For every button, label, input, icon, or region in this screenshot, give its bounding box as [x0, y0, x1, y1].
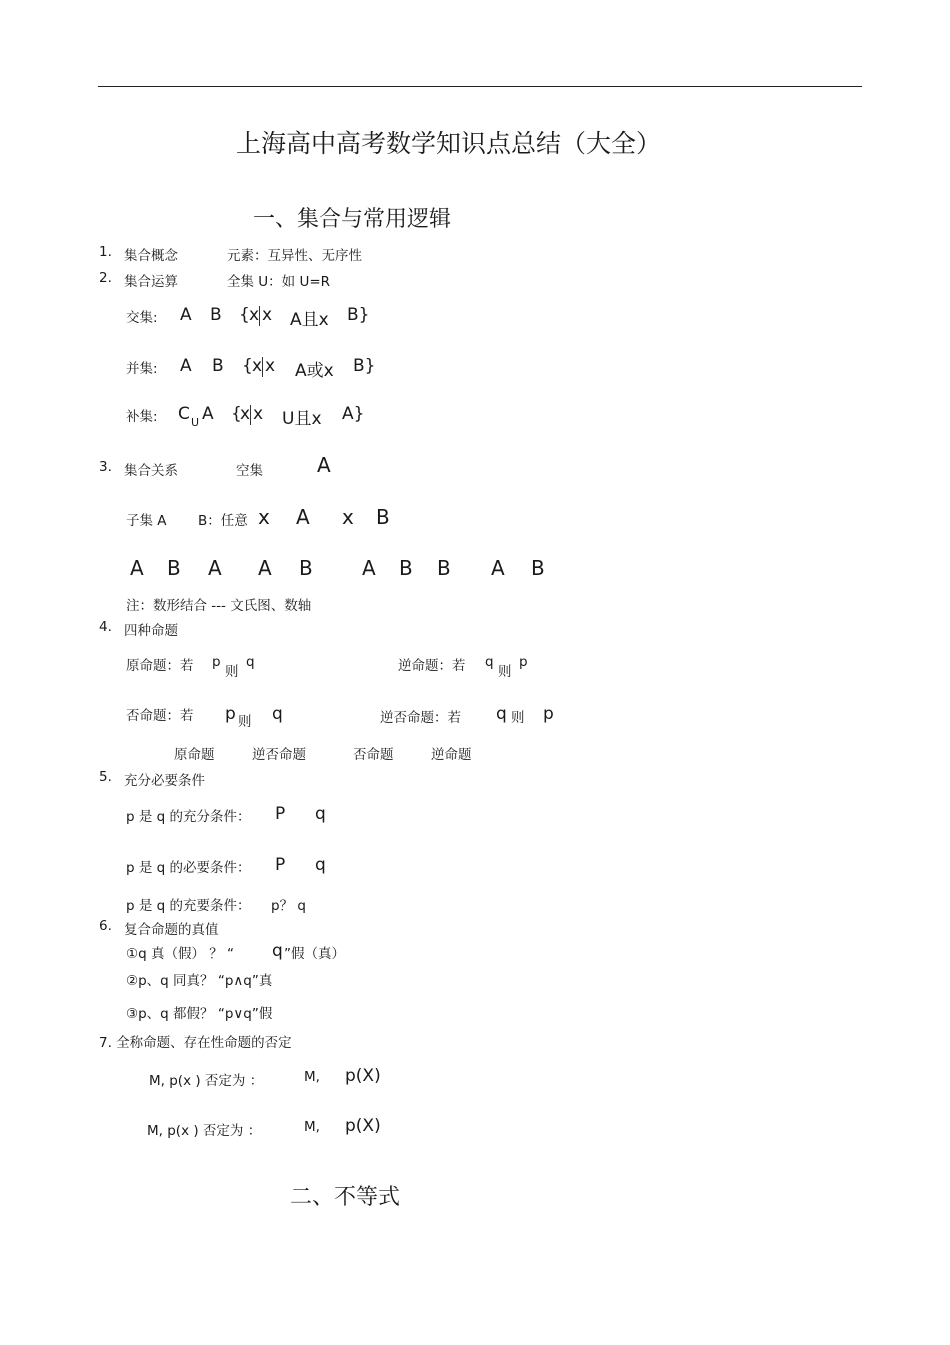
item-4-label: 四种命题 — [124, 623, 178, 639]
union-brace: { — [242, 356, 253, 376]
relation-9: B — [531, 556, 545, 580]
sufficient-q: q — [315, 804, 326, 824]
relation-1: B — [167, 556, 181, 580]
union-a-or: A或x — [295, 361, 334, 381]
complement-c: C — [178, 404, 190, 424]
neg-2-mid: M, — [304, 1119, 320, 1135]
complement-label: 补集: — [126, 409, 158, 425]
original-prop-q: q — [246, 654, 255, 670]
intersection-a: A — [180, 305, 192, 325]
intersection-bar — [259, 306, 260, 326]
converse-prop-label: 逆命题：若 — [398, 658, 466, 674]
iff-expr: p？ q — [271, 898, 306, 914]
item-4-num: 4. — [99, 619, 112, 635]
equiv-0: 原命题 — [174, 747, 215, 763]
sufficient-p: P — [275, 804, 286, 824]
complement-a: A — [202, 404, 214, 424]
subset-a: A — [296, 505, 310, 529]
item-1-note: 元素：互异性、无序性 — [227, 248, 362, 264]
sufficient-label: p 是 q 的充分条件： — [126, 809, 251, 825]
subset-x1: x — [258, 505, 270, 529]
contrapositive-prop-label: 逆否命题：若 — [380, 710, 461, 726]
neg-2-right: p(X) — [345, 1116, 381, 1136]
inverse-prop-p: p — [225, 704, 236, 724]
converse-prop-then: 则 — [498, 664, 512, 680]
union-b-end: B} — [353, 356, 376, 376]
union-x2: x — [265, 356, 276, 376]
complement-bar — [250, 405, 251, 425]
page-title: 上海高中高考数学知识点总结（大全） — [236, 129, 662, 158]
original-prop-p: p — [212, 654, 221, 670]
relation-7: B — [437, 556, 451, 580]
intersection-label: 交集: — [126, 310, 158, 326]
inverse-prop-label: 否命题：若 — [126, 708, 194, 724]
neg-1-mid: M, — [304, 1069, 320, 1085]
item-3-label: 集合关系 — [124, 463, 178, 479]
empty-set-a: A — [317, 453, 331, 477]
top-rule — [98, 86, 862, 87]
truth-1-q: q — [272, 941, 283, 961]
necessary-label: p 是 q 的必要条件： — [126, 860, 251, 876]
item-5-label: 充分必要条件 — [124, 773, 205, 789]
complement-a-end: A} — [342, 404, 365, 424]
item-3-num: 3. — [99, 459, 112, 475]
contrapositive-prop-then: 则 — [511, 710, 525, 726]
necessary-q: q — [315, 855, 326, 875]
subset-b-end: B — [376, 505, 390, 529]
neg-2-left: M, p(x ) 否定为 ： — [147, 1123, 262, 1139]
complement-x2: x — [253, 404, 264, 424]
item-1-label: 集合概念 — [124, 248, 178, 264]
section-1-heading: 一、集合与常用逻辑 — [253, 207, 452, 232]
relation-5: A — [362, 556, 376, 580]
item-2-num: 2. — [99, 270, 112, 286]
complement-brace: { — [231, 404, 242, 424]
neg-1-left: M, p(x ) 否定为 ： — [149, 1073, 264, 1089]
subset-b-any: B：任意 — [198, 513, 248, 529]
equiv-2: 否命题 — [353, 747, 394, 763]
truth-1-a: ①q 真（假） ？ “ — [126, 946, 235, 962]
item-5-num: 5. — [99, 769, 112, 785]
intersection-x1: x — [249, 305, 260, 325]
converse-prop-p: p — [519, 654, 528, 670]
item-6-num: 6. — [99, 918, 112, 934]
item-6-label: 复合命题的真值 — [124, 922, 219, 938]
union-b: B — [212, 356, 224, 376]
necessary-p: P — [275, 855, 286, 875]
neg-1-right: p(X) — [345, 1066, 381, 1086]
intersection-brace: { — [239, 305, 250, 325]
converse-prop-q: q — [485, 654, 494, 670]
intersection-b: B — [210, 305, 222, 325]
subset-label: 子集 A — [126, 513, 167, 529]
union-label: 并集: — [126, 361, 158, 377]
intersection-b-end: B} — [347, 305, 370, 325]
truth-2: ②p、q 同真？ “p∧q”真 — [126, 973, 273, 989]
inverse-prop-q: q — [272, 704, 283, 724]
union-x1: x — [252, 356, 263, 376]
truth-1-b: ”假（真） — [284, 946, 345, 962]
relation-3: A — [258, 556, 272, 580]
item-2-label: 集合运算 — [124, 274, 178, 290]
inverse-prop-then: 则 — [238, 714, 252, 730]
contrapositive-prop-q: q — [496, 704, 507, 724]
relation-2: A — [208, 556, 222, 580]
section-2-heading: 二、不等式 — [290, 1185, 401, 1210]
relation-4: B — [299, 556, 313, 580]
original-prop-then: 则 — [225, 664, 239, 680]
item-7: 7. 全称命题、存在性命题的否定 — [99, 1035, 292, 1051]
contrapositive-prop-p: p — [543, 704, 554, 724]
complement-u-and: U且x — [282, 409, 322, 429]
equiv-3: 逆命题 — [431, 747, 472, 763]
subset-x2: x — [342, 505, 354, 529]
relation-8: A — [491, 556, 505, 580]
original-prop-label: 原命题：若 — [126, 658, 194, 674]
complement-x1: x — [240, 404, 251, 424]
note-line: 注：数形结合 --- 文氏图、数轴 — [126, 598, 312, 614]
intersection-a-and: A且x — [290, 310, 329, 330]
union-a: A — [180, 356, 192, 376]
relation-6: B — [399, 556, 413, 580]
union-bar — [262, 357, 263, 377]
item-2-note: 全集 U：如 U=R — [227, 274, 331, 290]
relation-0: A — [130, 556, 144, 580]
intersection-x2: x — [262, 305, 273, 325]
item-1-num: 1. — [99, 244, 112, 260]
iff-label: p 是 q 的充要条件： — [126, 898, 251, 914]
empty-set-label: 空集 — [236, 463, 263, 479]
equiv-1: 逆否命题 — [252, 747, 306, 763]
truth-3: ③p、q 都假？ “p∨q”假 — [126, 1006, 273, 1022]
complement-subscript: U — [191, 416, 200, 429]
